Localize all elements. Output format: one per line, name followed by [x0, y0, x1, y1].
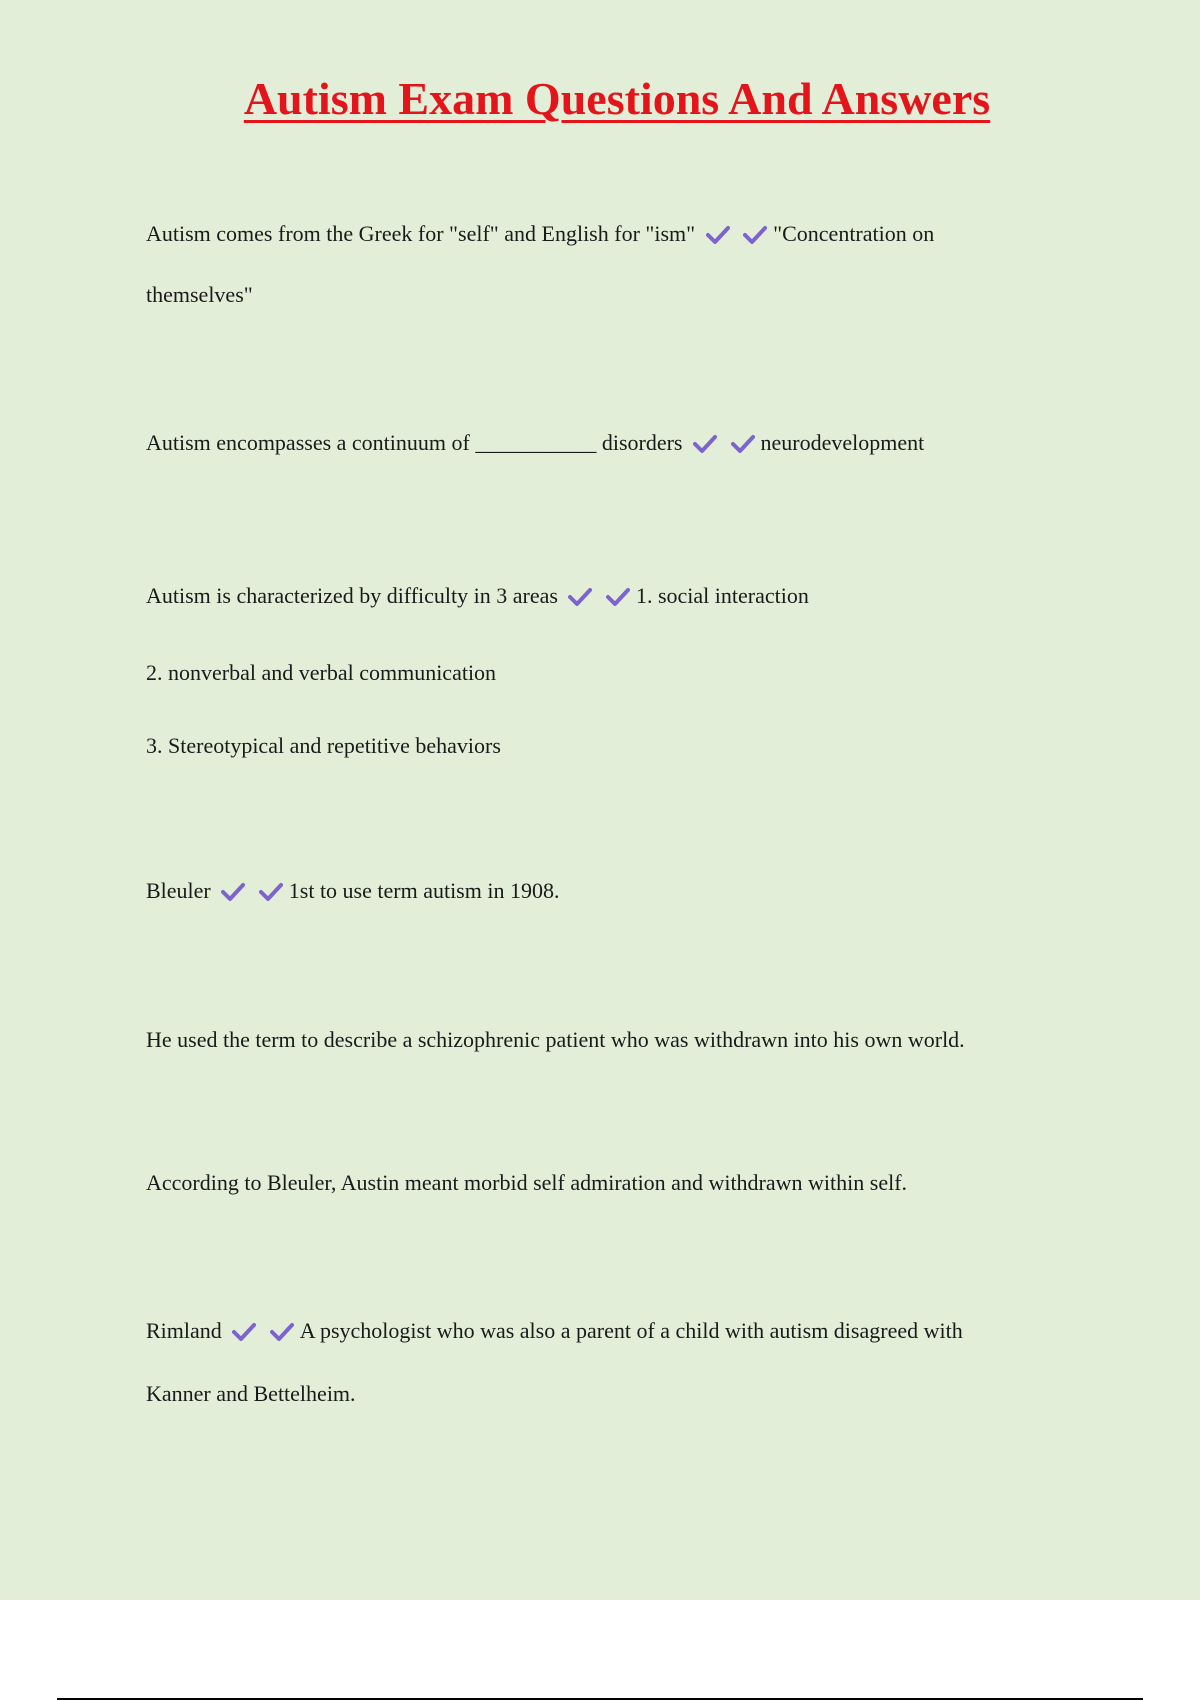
paragraph: He used the term to describe a schizophrenic patient who was withdrawn into his own world.	[146, 1027, 965, 1052]
answer-continuation: themselves"	[146, 282, 253, 307]
check-icon	[693, 432, 720, 454]
qa-item-rimland	[146, 1317, 963, 1345]
question-text: Autism comes from the Greek for "self" and English for "ism"	[146, 221, 696, 246]
qa-item-4	[146, 877, 559, 905]
check-icon	[270, 1320, 297, 1342]
answer-list-item: 3. Stereotypical and repetitive behaviors	[146, 733, 501, 758]
check-icon	[568, 585, 595, 607]
check-icon	[743, 223, 770, 245]
check-icon	[706, 223, 733, 245]
question-text: Bleuler	[146, 878, 211, 903]
check-icon	[259, 880, 286, 902]
paragraph: According to Bleuler, Austin meant morbid self admiration and withdrawn within self.	[146, 1170, 908, 1195]
check-icon	[731, 432, 758, 454]
qa-item-3	[146, 582, 809, 610]
qa-item-2	[146, 429, 924, 457]
question-text: Autism encompasses a continuum of ___________ disorders	[146, 430, 683, 455]
check-icon	[221, 880, 248, 902]
page-title: Autism Exam Questions And Answers	[243, 73, 991, 124]
answer-text: A psychologist who was also a parent of a child with autism disagreed with	[299, 1318, 963, 1343]
answer-continuation: Kanner and Bettelheim.	[146, 1381, 356, 1406]
question-text: Rimland	[146, 1318, 222, 1343]
check-icon	[232, 1320, 259, 1342]
qa-item-1	[146, 220, 934, 248]
answer-text: 1. social interaction	[635, 583, 809, 608]
answer-text: neurodevelopment	[760, 430, 925, 455]
question-text: Autism is characterized by difficulty in 3 areas	[146, 583, 558, 608]
answer-list-item: 2. nonverbal and verbal communication	[146, 660, 497, 685]
check-icon	[606, 585, 633, 607]
answer-text: "Concentration on	[773, 221, 935, 246]
answer-text: 1st to use term autism in 1908.	[288, 878, 560, 903]
